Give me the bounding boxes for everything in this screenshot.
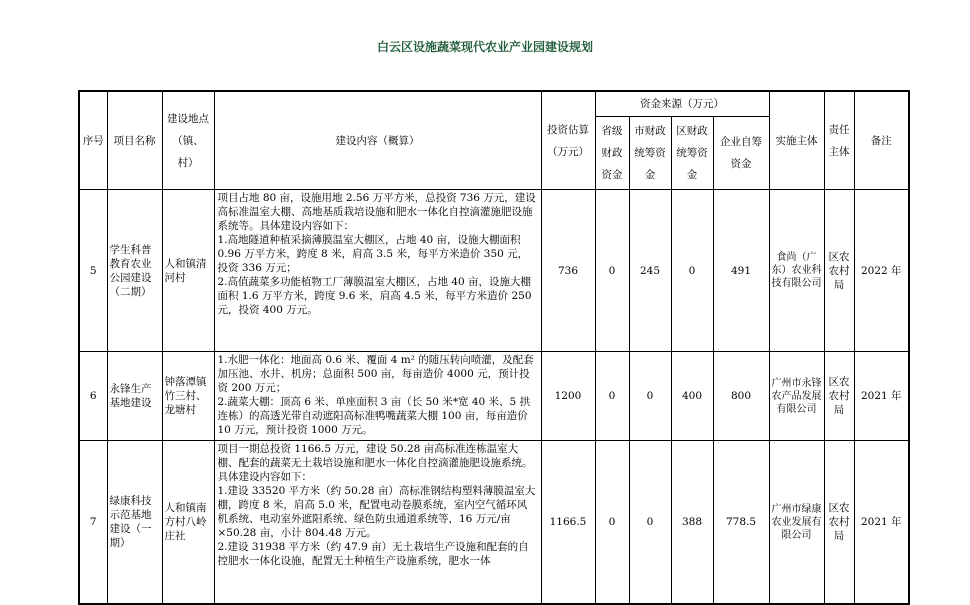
- row-implementer: 广州市绿康农业发展有限公司: [769, 441, 824, 605]
- header-district: 区财政 统筹资 金: [671, 117, 713, 190]
- row-responsible: 区农农村局: [824, 190, 854, 352]
- header-no: 序号: [79, 91, 107, 190]
- row-municipal: 0: [629, 441, 671, 605]
- header-name: 项目名称: [107, 91, 162, 190]
- header-provincial: 省级 财政 资金: [595, 117, 629, 190]
- header-funding-group: 资金来源（万元）: [595, 91, 769, 117]
- row-project-name: 绿康科技示范基地建设（一期）: [107, 441, 162, 605]
- row-municipal: 245: [629, 190, 671, 352]
- row-content: 项目一期总投资 1166.5 万元，建设 50.28 亩高标准连栋温室大棚、配套的蔬菜无土栽培设施和肥水一体化自控滴灌施肥设施系统。具体建设内容如下： 1.建设 33520 平方米（约 50.28 亩）高标准钢结构塑料薄膜温室大棚，跨度 8 米，肩高 5.0 米，配置电动卷膜系统，室内空气循环风机系统、电动室外遮阳系统、绿色防虫通道系统等，16 万元/亩×50.28 亩，小计 804.48 万元。 2.建设 31938 平方米（约 47.9 亩）无土栽培生产设施和配套的自控肥水一体化设施，配置无土种植生产设施系统，肥水一体: [214, 441, 541, 605]
- row-enterprise: 491: [713, 190, 769, 352]
- row-remark: 2021 年: [854, 352, 909, 441]
- row-municipal: 0: [629, 352, 671, 441]
- row-district: 400: [671, 352, 713, 441]
- row-implementer: 食尚（广东）农业科技有限公司: [769, 190, 824, 352]
- row-content: 项目占地 80 亩，设施用地 2.56 万平方米，总投资 736 万元，建设高标准温室大棚、高地基质栽培设施和肥水一体化自控滴灌施肥设施系统等。具体建设内容如下： 1.高地隧道种植采摘薄膜温室大棚区，占地 40 亩，设施大棚面积 0.96 万平方米，跨度 8 米，肩高 3.5 米，每平方米造价 350 元，投资 336 万元； 2.高值蔬菜多功能植物工厂薄膜温室大棚区，占地 40 亩，设施大棚面积 1.6 万平方米，跨度 9.6 米，肩高 4.5 米，每平方米造价 250 元，投资 400 万元。: [214, 190, 541, 352]
- header-municipal: 市财政 统筹资 金: [629, 117, 671, 190]
- row-project-name: 学生科普教育农业公园建设（二期）: [107, 190, 162, 352]
- header-implementer: 实施主体: [769, 91, 824, 190]
- header-location: 建设地点 （镇、村）: [162, 91, 214, 190]
- row-provincial: 0: [595, 190, 629, 352]
- row-location: 人和镇清河村: [162, 190, 214, 352]
- row-investment: 736: [541, 190, 595, 352]
- row-content: 1.水肥一体化：地面高 0.6 米、覆面 4 m² 的随压转向喷灌，及配套加压池、水井、机房；总面积 500 亩，每亩造价 4000 元，预计投资 200 万元； 2.蔬菜大棚：顶高 6 米、单座面积 3 亩（长 50 米*宽 40 米、5 拱连栋）的高透光带自动遮阳高标准鸭嘴蔬菜大棚 100 亩，每亩造价 10 万元，预计投资 1000 万元。: [214, 352, 541, 441]
- row-provincial: 0: [595, 352, 629, 441]
- row-investment: 1200: [541, 352, 595, 441]
- row-enterprise: 800: [713, 352, 769, 441]
- row-district: 0: [671, 190, 713, 352]
- row-provincial: 0: [595, 441, 629, 605]
- row-implementer: 广州市永锋农产品发展有限公司: [769, 352, 824, 441]
- row-investment: 1166.5: [541, 441, 595, 605]
- row-no: 6: [79, 352, 107, 441]
- header-enterprise: 企业自筹 资金: [713, 117, 769, 190]
- header-content: 建设内容（概算）: [214, 91, 541, 190]
- row-responsible: 区农农村局: [824, 441, 854, 605]
- header-responsible: 责任 主体: [824, 91, 854, 190]
- document-title: 白云区设施蔬菜现代农业产业园建设规划: [376, 40, 593, 54]
- row-project-name: 永锋生产基地建设: [107, 352, 162, 441]
- header-row-1: [79, 91, 909, 117]
- row-location: 钟落潭镇竹三村、龙塘村: [162, 352, 214, 441]
- table-row: [79, 352, 909, 441]
- table-row: [79, 441, 909, 605]
- construction-plan-table: [78, 90, 910, 605]
- row-responsible: 区农农村局: [824, 352, 854, 441]
- row-no: 5: [79, 190, 107, 352]
- header-remark: 备注: [854, 91, 909, 190]
- row-no: 7: [79, 441, 107, 605]
- row-remark: 2022 年: [854, 190, 909, 352]
- table-row: [79, 190, 909, 352]
- row-remark: 2021 年: [854, 441, 909, 605]
- row-location: 人和镇南方村八岭庄社: [162, 441, 214, 605]
- row-district: 388: [671, 441, 713, 605]
- row-enterprise: 778.5: [713, 441, 769, 605]
- header-investment: 投资估算 （万元）: [541, 91, 595, 190]
